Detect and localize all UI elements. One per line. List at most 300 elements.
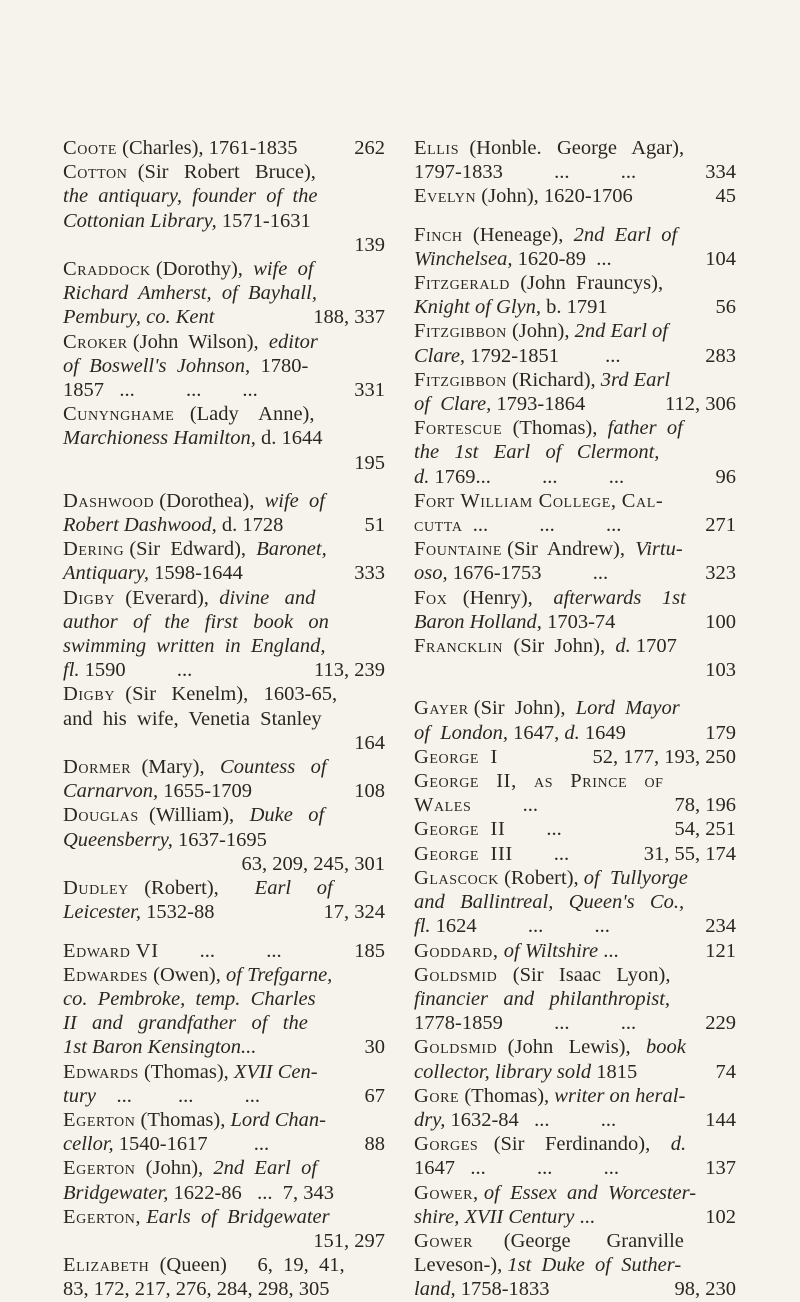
index-entry-line bbox=[63, 1132, 385, 1156]
index-entry bbox=[63, 402, 385, 475]
entry-description: Countess of bbox=[220, 756, 327, 779]
page-numbers: 262 bbox=[354, 137, 385, 159]
page-numbers: 151, 297 bbox=[313, 1229, 385, 1252]
entry-text bbox=[414, 1181, 696, 1205]
entry-text-fragment: (John), 1620-1706 bbox=[476, 185, 633, 208]
index-entry-line bbox=[63, 330, 385, 354]
index-entry-line bbox=[414, 1011, 736, 1035]
index-entry bbox=[414, 817, 736, 841]
entry-description: 1st Duke of Suther- bbox=[507, 1254, 682, 1277]
index-entry bbox=[414, 745, 736, 769]
index-entry-line bbox=[63, 1181, 385, 1205]
index-entry-line bbox=[414, 1035, 736, 1059]
index-entry-line bbox=[414, 223, 736, 247]
entry-text bbox=[414, 1084, 685, 1108]
index-entry-line bbox=[414, 319, 736, 343]
index-entry-line bbox=[414, 561, 736, 585]
entry-text bbox=[63, 305, 214, 329]
entry-text-fragment: 1647 ... ... ... bbox=[414, 1157, 619, 1180]
entry-description: Earl of bbox=[254, 877, 333, 900]
index-entry-line bbox=[63, 682, 385, 706]
entry-text bbox=[414, 817, 613, 841]
entry-text-fragment: (Charles), 1761-1835 bbox=[117, 137, 298, 159]
index-entry-line bbox=[63, 233, 385, 257]
index-entry-line bbox=[63, 489, 385, 513]
entry-text-fragment: 1793-1864 bbox=[491, 393, 586, 416]
entry-text bbox=[414, 319, 668, 343]
index-entry-line bbox=[63, 1253, 385, 1277]
entry-heading: Fountaine bbox=[414, 538, 502, 561]
entry-text bbox=[414, 939, 619, 963]
index-entry bbox=[414, 1181, 736, 1229]
entry-text-fragment: ... bbox=[512, 842, 580, 865]
entry-text bbox=[414, 987, 670, 1011]
entry-text-fragment: (Richard), bbox=[506, 368, 601, 391]
entry-heading: Elizabeth bbox=[63, 1254, 150, 1277]
index-entry bbox=[63, 1205, 385, 1253]
page-numbers: 195 bbox=[354, 451, 385, 474]
entry-text-fragment: (John Wilson), bbox=[127, 330, 269, 353]
entry-text bbox=[414, 1060, 637, 1084]
page-numbers: 67 bbox=[364, 1084, 385, 1107]
entry-description: editor bbox=[268, 330, 318, 353]
entry-description: Queensberry, bbox=[63, 828, 173, 851]
index-entry-line bbox=[63, 1277, 385, 1301]
index-entry-line bbox=[63, 707, 385, 731]
index-entry-line bbox=[414, 610, 736, 634]
entry-description: wife of bbox=[264, 489, 325, 512]
index-entry bbox=[414, 489, 736, 537]
entry-text bbox=[63, 257, 314, 281]
page-numbers: 102 bbox=[705, 1205, 736, 1228]
index-entry-line bbox=[63, 963, 385, 987]
entry-heading: Egerton, bbox=[63, 1205, 142, 1228]
entry-text bbox=[63, 184, 318, 208]
entry-description: Carnarvon, bbox=[63, 780, 159, 803]
entry-text bbox=[414, 1205, 595, 1229]
entry-text bbox=[63, 682, 337, 706]
index-entry-line bbox=[63, 900, 385, 924]
index-entry-line bbox=[63, 1156, 385, 1180]
entry-heading: Egerton bbox=[63, 1157, 136, 1180]
entry-text bbox=[414, 890, 684, 914]
entry-text bbox=[63, 634, 326, 658]
entry-text-fragment: (Sir Andrew), bbox=[502, 538, 636, 561]
entry-text-fragment: (Robert), bbox=[498, 866, 584, 889]
entry-text bbox=[414, 465, 624, 489]
index-entry-line bbox=[63, 136, 385, 160]
entry-description: author of the first book on bbox=[63, 610, 329, 633]
entry-text bbox=[63, 402, 315, 426]
entry-text-fragment: ... bbox=[471, 794, 590, 817]
entry-heading: Digby bbox=[63, 683, 116, 706]
entry-text-fragment: (Sir Robert Bruce), bbox=[127, 161, 316, 184]
entry-text-fragment: (John Lewis), bbox=[497, 1036, 646, 1059]
entry-text bbox=[414, 136, 684, 160]
index-entry-line bbox=[414, 465, 736, 489]
entry-description: of Essex and Worcester- bbox=[483, 1181, 697, 1204]
entry-text-fragment: (George Granville bbox=[473, 1229, 684, 1252]
index-entry bbox=[63, 1156, 385, 1204]
entry-text-fragment: (Henry), bbox=[447, 586, 554, 609]
entry-description: Duke of bbox=[249, 804, 325, 827]
index-entry-line bbox=[414, 440, 736, 464]
entry-description: afterwards 1st bbox=[553, 586, 686, 609]
page-numbers: 271 bbox=[705, 514, 736, 537]
index-entry-line bbox=[414, 344, 736, 368]
page-numbers: 51 bbox=[364, 514, 385, 537]
page-numbers: 323 bbox=[705, 562, 736, 585]
entry-text-fragment: (Thomas), bbox=[135, 1108, 231, 1131]
index-entry bbox=[414, 271, 736, 319]
entry-text bbox=[63, 828, 267, 852]
entry-text-fragment: 1590 ... bbox=[79, 659, 244, 682]
index-entry-line bbox=[63, 779, 385, 803]
index-entry bbox=[63, 963, 385, 1060]
entry-heading: Finch bbox=[414, 223, 463, 246]
index-entry-line bbox=[414, 1108, 736, 1132]
entry-text-fragment: ... bbox=[505, 818, 613, 841]
index-entry-line bbox=[63, 513, 385, 537]
entry-heading: Fitzgerald bbox=[414, 272, 510, 295]
index-entry-line bbox=[414, 817, 736, 841]
entry-heading: Gower bbox=[414, 1229, 474, 1252]
entry-heading: Glascock bbox=[414, 866, 499, 889]
index-entry bbox=[63, 1108, 385, 1156]
page-numbers: 45 bbox=[715, 185, 736, 208]
section-gap bbox=[414, 209, 736, 223]
entry-text-fragment: (Everard), bbox=[115, 586, 220, 609]
entry-heading: Fortescue bbox=[414, 417, 503, 440]
index-entry-line bbox=[63, 586, 385, 610]
index-entry-line bbox=[63, 402, 385, 426]
index-entry bbox=[414, 1229, 736, 1302]
index-entry bbox=[63, 330, 385, 403]
entry-text bbox=[63, 426, 322, 450]
entry-text bbox=[63, 586, 315, 610]
entry-description: Baron Holland, bbox=[414, 610, 542, 633]
entry-description: d. bbox=[414, 465, 430, 488]
entry-text bbox=[63, 354, 308, 378]
entry-text bbox=[414, 1035, 686, 1059]
entry-text-fragment: 1758-1833 bbox=[455, 1278, 550, 1301]
entry-text bbox=[63, 1253, 345, 1277]
entry-text-fragment: (Sir Kenelm), 1603-65, bbox=[115, 683, 338, 706]
page-numbers: 74 bbox=[715, 1060, 736, 1083]
entry-heading: George II, as Prince of bbox=[414, 770, 664, 793]
index-entry-line bbox=[414, 890, 736, 914]
entry-text bbox=[414, 184, 633, 208]
entry-description: collector, library sold bbox=[414, 1060, 592, 1083]
index-entry bbox=[414, 696, 736, 744]
entry-text bbox=[414, 610, 615, 634]
index-entry bbox=[63, 803, 385, 876]
index-entry-line bbox=[63, 1084, 385, 1108]
entry-description: Richard Amherst, of Bayhall, bbox=[63, 282, 317, 305]
entry-text-fragment: (Sir Isaac Lyon), bbox=[497, 963, 671, 986]
index-entry-line bbox=[414, 271, 736, 295]
entry-description: swimming written in England, bbox=[63, 635, 326, 658]
page-numbers: 333 bbox=[354, 562, 385, 585]
entry-text-fragment: 1797-1833 ... ... bbox=[414, 161, 637, 184]
entry-text-fragment: (Sir Edward), bbox=[124, 538, 257, 561]
page-numbers: 17, 324 bbox=[323, 901, 385, 924]
index-entry-line bbox=[414, 160, 736, 184]
entry-text bbox=[414, 721, 626, 745]
page-numbers: 88 bbox=[364, 1133, 385, 1156]
index-entry bbox=[63, 755, 385, 803]
index-entry bbox=[63, 537, 385, 585]
index-entry-line bbox=[414, 721, 736, 745]
entry-text-fragment: 1620-89 ... bbox=[512, 247, 612, 270]
entry-heading: Fitzgibbon bbox=[414, 320, 507, 343]
entry-heading: Dering bbox=[63, 538, 125, 561]
index-entry bbox=[414, 634, 736, 682]
entry-heading: Fort William College, bbox=[414, 489, 617, 512]
index-entry-line bbox=[63, 1060, 385, 1084]
entry-text bbox=[63, 489, 325, 513]
entry-text bbox=[414, 247, 612, 271]
entry-text bbox=[63, 378, 258, 402]
entry-text-fragment: (Mary), bbox=[131, 756, 221, 779]
entry-text-fragment: 1632-84 ... ... bbox=[445, 1108, 617, 1131]
entry-text bbox=[414, 1277, 550, 1301]
index-entry-line bbox=[414, 295, 736, 319]
entry-text bbox=[414, 160, 636, 184]
entry-text bbox=[63, 987, 316, 1011]
entry-heading: cutta bbox=[414, 514, 463, 537]
entry-heading: Digby bbox=[63, 586, 116, 609]
entry-text bbox=[414, 914, 610, 938]
index-entry-line bbox=[414, 793, 736, 817]
entry-text-fragment: (Sir John), bbox=[468, 697, 576, 720]
entry-text-fragment: (Honble. George Agar), bbox=[459, 137, 685, 159]
entry-description: XVII Cen- bbox=[233, 1060, 318, 1083]
entry-description: of Boswell's Johnson, bbox=[63, 354, 251, 377]
entry-text-fragment: 1532-88 bbox=[141, 901, 215, 924]
page-numbers: 56 bbox=[715, 296, 736, 319]
index-entry-line bbox=[63, 634, 385, 658]
entry-description: 3rd Earl bbox=[600, 368, 671, 391]
index-entry-line bbox=[414, 1229, 736, 1253]
page-numbers: 96 bbox=[715, 465, 736, 488]
entry-description: of Trefgarne, bbox=[226, 963, 333, 986]
page-numbers: 112, 306 bbox=[665, 393, 736, 416]
entry-heading: Fox bbox=[414, 586, 448, 609]
index-entry bbox=[63, 489, 385, 537]
right-column bbox=[414, 136, 736, 1302]
index-entry-line bbox=[414, 489, 736, 513]
entry-description: Robert Dashwood, bbox=[63, 514, 217, 537]
entry-text-fragment: 1780- bbox=[250, 354, 309, 377]
entry-text bbox=[414, 537, 683, 561]
index-entry-line bbox=[414, 537, 736, 561]
page-numbers: 185 bbox=[354, 939, 385, 962]
entry-text bbox=[414, 745, 498, 769]
entry-description: 2nd Earl of bbox=[573, 223, 678, 246]
entry-text-fragment: ... ... bbox=[158, 939, 282, 962]
index-entry-line bbox=[63, 1205, 385, 1229]
entry-text bbox=[414, 769, 664, 793]
entry-text bbox=[63, 1060, 318, 1084]
index-entry-line bbox=[63, 378, 385, 402]
index-entry bbox=[414, 866, 736, 939]
entry-text-fragment: (Owen), bbox=[148, 963, 226, 986]
entry-text-fragment: (Heneage), bbox=[462, 223, 574, 246]
entry-heading: Goldsmid bbox=[414, 963, 498, 986]
index-entry-line bbox=[63, 305, 385, 329]
entry-text-fragment: ... bbox=[598, 939, 619, 962]
entry-heading: Goddard, bbox=[414, 939, 499, 962]
entry-text bbox=[414, 344, 621, 368]
index-entry bbox=[414, 537, 736, 585]
entry-heading: Douglas bbox=[63, 804, 139, 827]
entry-description: wife of bbox=[253, 258, 314, 281]
index-entry-line bbox=[63, 755, 385, 779]
entry-text-fragment: 1622-86 ... 7, 343 bbox=[168, 1181, 335, 1204]
entry-description: shire, bbox=[414, 1205, 460, 1228]
index-entry-line bbox=[63, 184, 385, 208]
index-entry-line bbox=[63, 257, 385, 281]
entry-description: XVII Century bbox=[464, 1205, 575, 1228]
entry-text-fragment: (Dorothea), bbox=[154, 489, 265, 512]
page-numbers: 108 bbox=[354, 780, 385, 803]
entry-text bbox=[414, 223, 677, 247]
entry-heading: Cal- bbox=[621, 489, 664, 512]
entry-text bbox=[414, 295, 608, 319]
entry-description: d. bbox=[670, 1133, 687, 1156]
index-entry-line bbox=[63, 1108, 385, 1132]
entry-description: land, bbox=[414, 1278, 456, 1301]
entry-text-fragment: (Sir John), bbox=[503, 635, 616, 658]
entry-text bbox=[63, 939, 282, 963]
index-entry-line bbox=[414, 745, 736, 769]
index-entry-line bbox=[414, 987, 736, 1011]
entry-text bbox=[414, 392, 585, 416]
entry-heading: Edwards bbox=[63, 1060, 139, 1083]
entry-description: cellor, bbox=[63, 1133, 114, 1156]
index-entry-line bbox=[414, 1253, 736, 1277]
index-entry bbox=[414, 842, 736, 866]
entry-text-fragment: 1571-1631 bbox=[216, 209, 311, 232]
entry-text-fragment: (Lady Anne), bbox=[174, 403, 315, 426]
entry-text bbox=[63, 160, 316, 184]
index-entry-line bbox=[414, 866, 736, 890]
index-entry-line bbox=[414, 368, 736, 392]
entry-heading: Craddock bbox=[63, 258, 151, 281]
entry-text-fragment: (Thomas), bbox=[459, 1084, 555, 1107]
index-entry-line bbox=[414, 769, 736, 793]
entry-text-fragment: ... bbox=[574, 1205, 595, 1228]
entry-text bbox=[414, 561, 608, 585]
entry-description: book bbox=[646, 1036, 686, 1059]
entry-text bbox=[63, 1011, 308, 1035]
index-entry-line bbox=[63, 828, 385, 852]
page-numbers: 54, 251 bbox=[674, 818, 736, 841]
entry-text-fragment: (Thomas), bbox=[138, 1060, 234, 1083]
entry-text bbox=[414, 513, 621, 537]
index-entry-line bbox=[414, 184, 736, 208]
entry-text bbox=[63, 537, 327, 561]
entry-description: Leicester, bbox=[63, 901, 141, 924]
entry-text bbox=[414, 440, 659, 464]
entry-text-fragment: (Sir Ferdinando), bbox=[478, 1133, 671, 1156]
entry-text bbox=[414, 368, 670, 392]
index-entry-line bbox=[414, 1181, 736, 1205]
entry-description: Earls of Bridgewater bbox=[146, 1205, 330, 1228]
index-entry bbox=[63, 876, 385, 924]
page-numbers: 31, 55, 174 bbox=[643, 842, 736, 865]
entry-heading: Francklin bbox=[414, 635, 504, 658]
index-entry-line bbox=[63, 426, 385, 450]
entry-text-fragment: 1778-1859 ... ... bbox=[414, 1012, 637, 1035]
index-entry-line bbox=[63, 209, 385, 233]
entry-description: oso, bbox=[414, 562, 448, 585]
index-entry-line bbox=[63, 537, 385, 561]
index-entry-line bbox=[414, 658, 736, 682]
index-entry-line bbox=[63, 1011, 385, 1035]
entry-description: the 1st Earl of Clermont, bbox=[414, 441, 660, 464]
page-numbers: 334 bbox=[705, 161, 736, 184]
section-gap bbox=[63, 475, 385, 489]
index-entry-line bbox=[63, 876, 385, 900]
index-entry-line bbox=[414, 1084, 736, 1108]
index-entry bbox=[63, 939, 385, 963]
entry-text-fragment: (Thomas), bbox=[502, 417, 608, 440]
entry-text bbox=[414, 866, 688, 890]
entry-text bbox=[63, 1277, 330, 1301]
index-entry bbox=[414, 769, 736, 817]
entry-text bbox=[63, 1156, 317, 1180]
index-entry bbox=[414, 1084, 736, 1132]
entry-heading: Wales bbox=[414, 794, 472, 817]
index-entry bbox=[63, 136, 385, 257]
page-numbers: 188, 337 bbox=[313, 306, 385, 329]
entry-description: and Ballintreal, Queen's Co., bbox=[414, 891, 685, 914]
page-numbers: 234 bbox=[705, 915, 736, 938]
entry-description: of Clare, bbox=[414, 393, 492, 416]
entry-text bbox=[63, 803, 324, 827]
entry-text-fragment: Leveson-), bbox=[414, 1254, 508, 1277]
page-numbers: 52, 177, 193, 250 bbox=[592, 745, 736, 768]
entry-description: Cottonian Library, bbox=[63, 209, 217, 232]
entry-text bbox=[63, 209, 311, 233]
entry-text-fragment: 1857 ... ... ... bbox=[63, 379, 258, 402]
index-entry-line bbox=[414, 939, 736, 963]
index-entry-line bbox=[414, 1277, 736, 1301]
index-entry-line bbox=[414, 963, 736, 987]
entry-text bbox=[63, 900, 214, 924]
entry-heading: Dormer bbox=[63, 756, 132, 779]
entry-description: Lord Chan- bbox=[230, 1108, 326, 1131]
index-entry bbox=[414, 136, 736, 184]
index-entry bbox=[414, 184, 736, 208]
entry-heading: Dudley bbox=[63, 877, 129, 900]
entry-text-fragment: 1655-1709 bbox=[158, 780, 253, 803]
entry-text-fragment: 1815 bbox=[591, 1060, 638, 1083]
index-entry bbox=[63, 586, 385, 683]
index-entry-line bbox=[414, 696, 736, 720]
entry-text bbox=[414, 1011, 636, 1035]
entry-description: tury bbox=[63, 1084, 97, 1107]
entry-text bbox=[63, 1108, 326, 1132]
section-gap bbox=[63, 925, 385, 939]
entry-text bbox=[414, 1108, 616, 1132]
entry-description: d. bbox=[564, 721, 580, 744]
index-entry bbox=[63, 1253, 385, 1301]
entry-text-fragment: 1649 bbox=[579, 721, 626, 744]
entry-text bbox=[414, 1253, 681, 1277]
